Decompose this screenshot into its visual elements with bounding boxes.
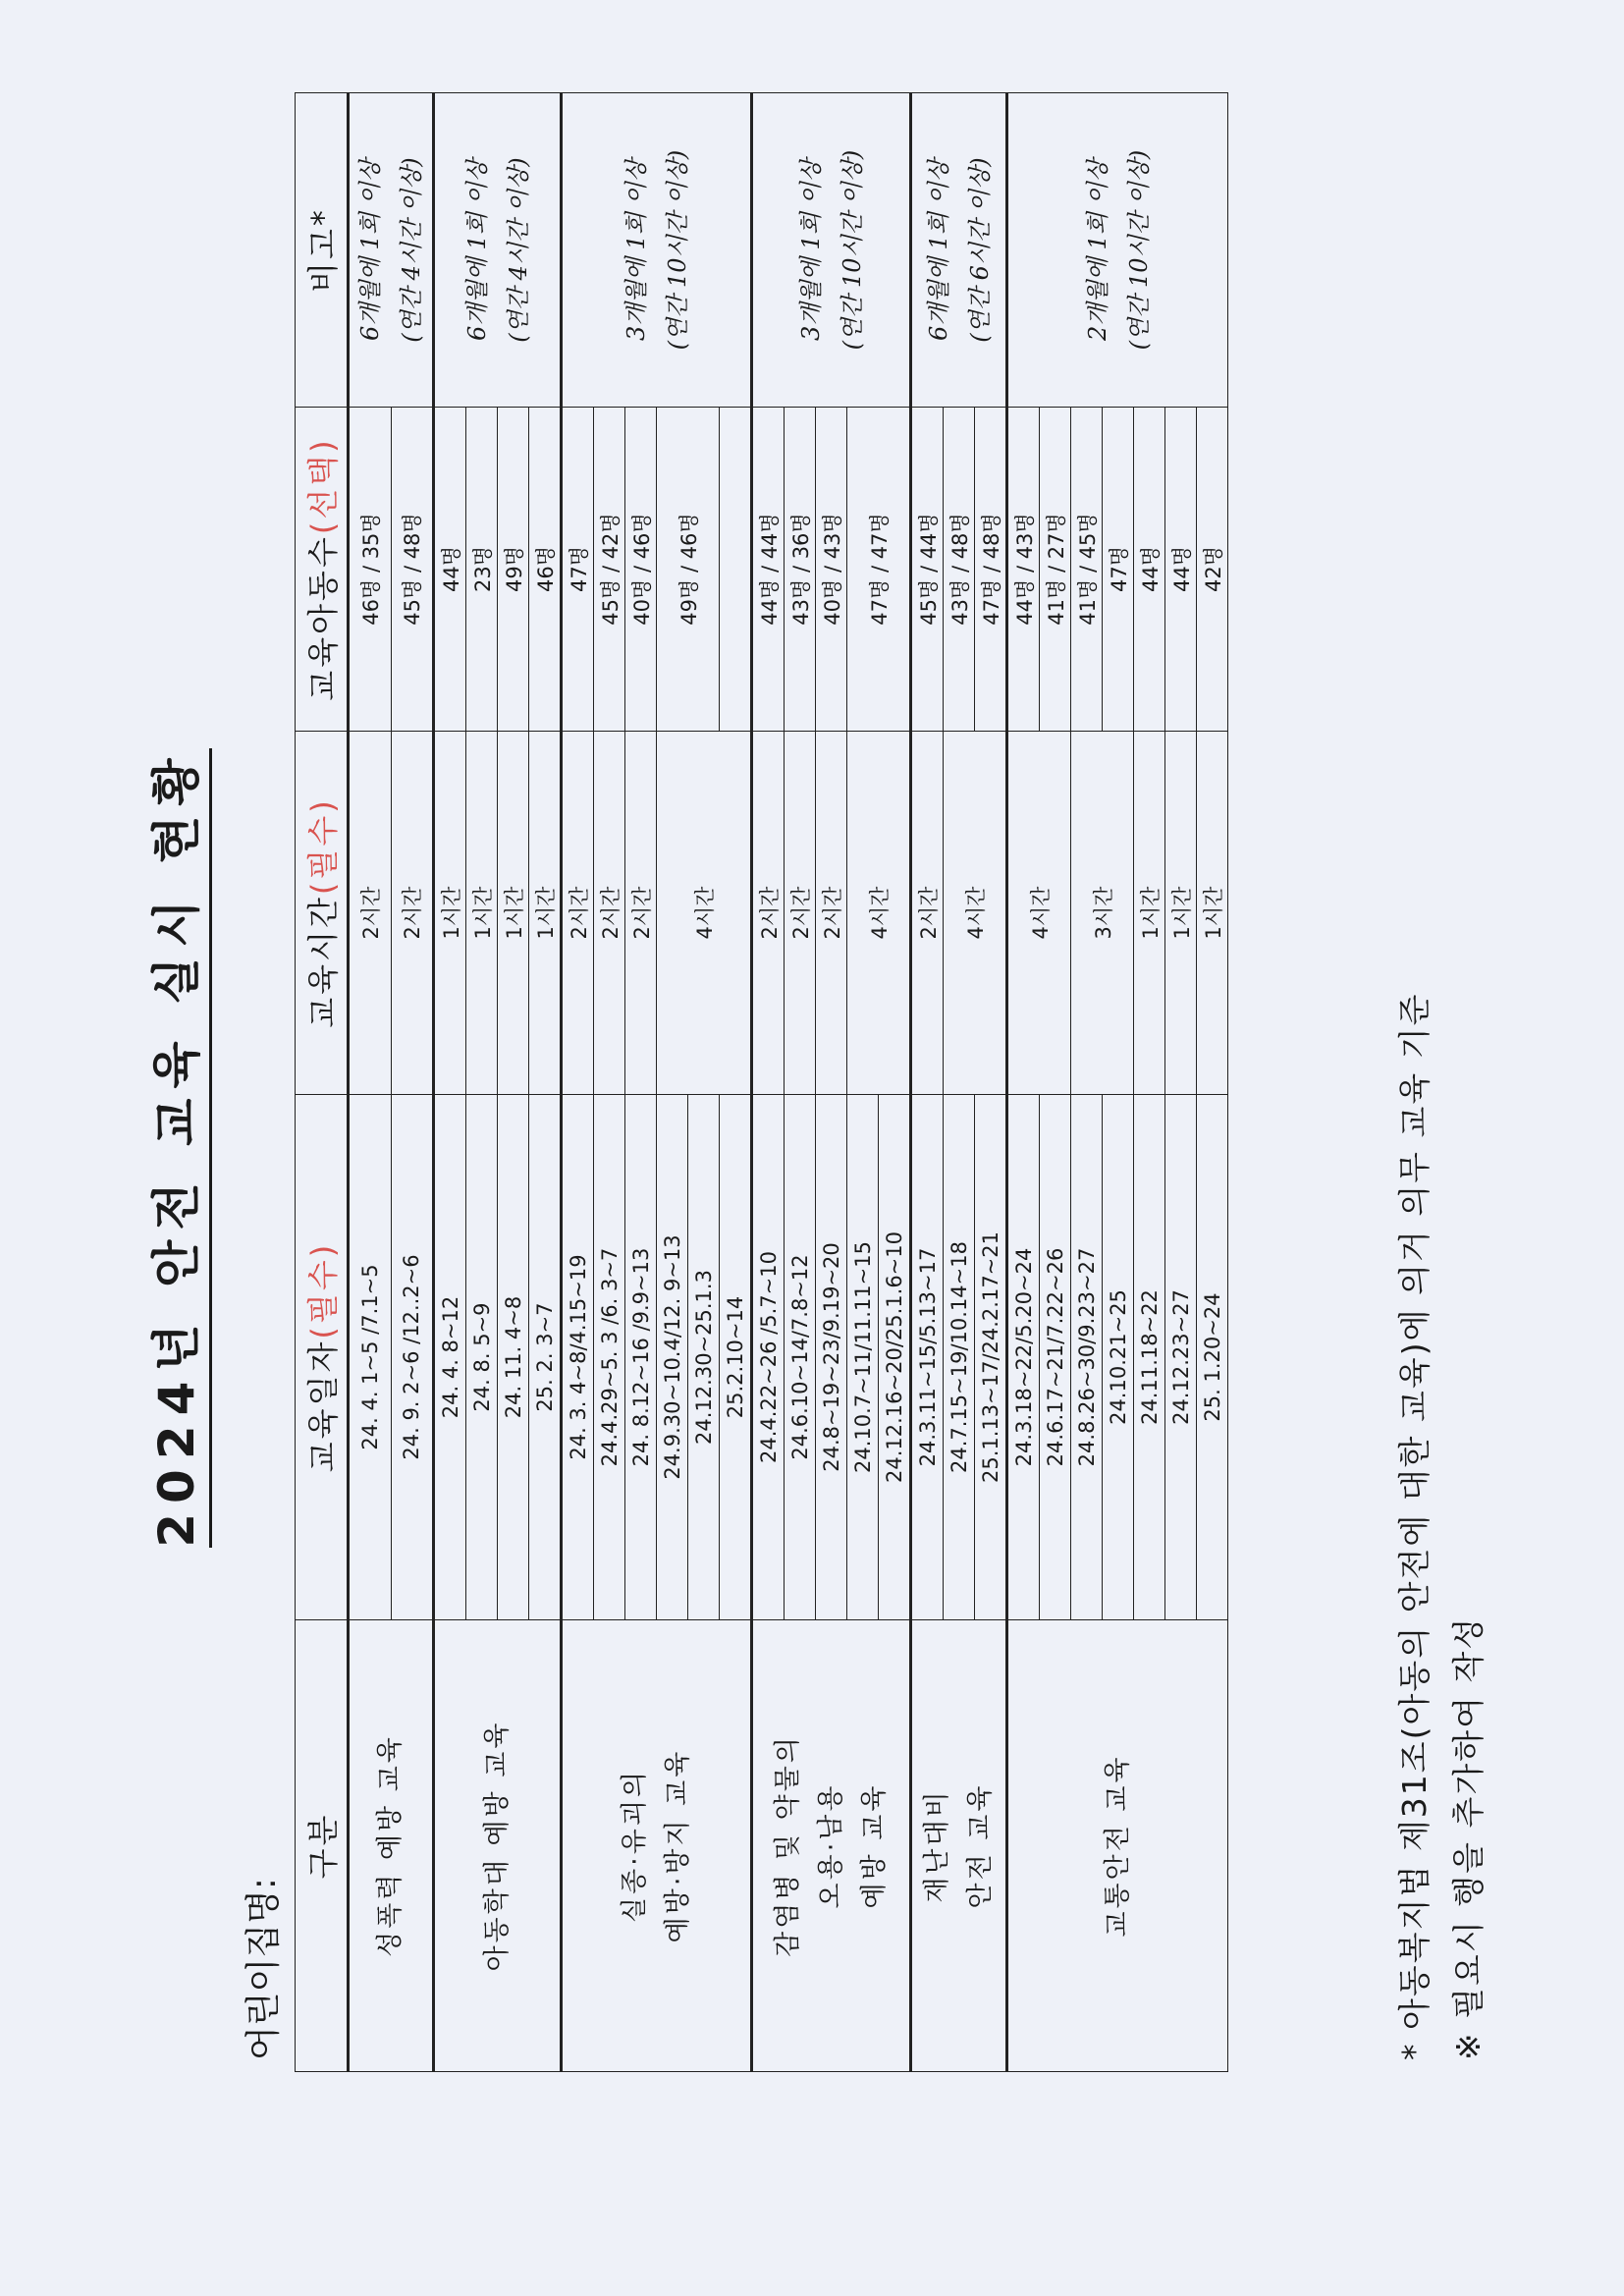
category-line: 예방 교육 xyxy=(858,1782,890,1909)
date-cell: 25.2.10~14 xyxy=(720,1095,752,1620)
note-cell xyxy=(562,93,752,408)
date-cell: 24.7.15~19/10.14~18 xyxy=(944,1095,975,1620)
date-cell: 24.11.18~22 xyxy=(1134,1095,1165,1620)
date-cell: 24.6.10~14/7.8~12 xyxy=(785,1095,816,1620)
hours-cell: 3시간 xyxy=(1071,732,1134,1095)
hours-cell: 2시간 xyxy=(625,732,657,1095)
date-cell: 24.4.29~5. 3 /6. 3~7 xyxy=(594,1095,625,1620)
date-cell: 25.1.13~17/24.2.17~21 xyxy=(975,1095,1007,1620)
count-cell: 40명 / 43명 xyxy=(816,408,847,732)
note-cell xyxy=(349,93,434,408)
note-cell xyxy=(911,93,1007,408)
category-cell xyxy=(1007,1620,1228,2072)
category-line: 안전 교육 xyxy=(964,1782,996,1909)
date-cell: 24. 8.12~16 /9.9~13 xyxy=(625,1095,657,1620)
date-cell: 24.10.7~11/11.11~15 xyxy=(847,1095,879,1620)
table-row xyxy=(911,93,944,2072)
page-title: 2024년 안전 교육 실시 현황 xyxy=(137,0,208,2296)
table-row xyxy=(752,93,785,2072)
date-cell: 24. 9. 2~6 /12..2~6 xyxy=(391,1095,434,1620)
note-line: (연간 4시간 이상) xyxy=(398,157,425,343)
date-cell: 24.4.22~26 /5.7~10 xyxy=(752,1095,785,1620)
hours-cell: 1시간 xyxy=(529,732,562,1095)
hours-cell: 1시간 xyxy=(1165,732,1197,1095)
count-cell: 45명 / 42명 xyxy=(594,408,625,732)
header-category: 구분 xyxy=(296,1620,349,2072)
date-cell: 24.12.16~20/25.1.6~10 xyxy=(879,1095,911,1620)
hours-cell: 2시간 xyxy=(911,732,944,1095)
hours-cell: 1시간 xyxy=(434,732,466,1095)
category-line: 예방·방지 교육 xyxy=(662,1748,693,1943)
note-line: (연간 10시간 이상) xyxy=(838,149,866,351)
category-line: 아동학대 예방 교육 xyxy=(481,1720,513,1972)
footnote-legal-basis: * 아동복지법 제31조(아동의 안전에 대한 교육)에 의거 의무 교육 기준 xyxy=(1395,992,1434,2060)
category-line: 재난대비 xyxy=(921,1788,952,1903)
hours-cell: 2시간 xyxy=(816,732,847,1095)
header-note: 비고* xyxy=(296,93,349,408)
count-cell: 49명 xyxy=(498,408,529,732)
category-line: 감염병 및 약물의 xyxy=(772,1734,803,1957)
date-cell: 25. 2. 3~7 xyxy=(529,1095,562,1620)
count-cell: 43명 / 36명 xyxy=(785,408,816,732)
category-cell xyxy=(562,1620,752,2072)
count-cell: 23명 xyxy=(466,408,498,732)
date-cell: 24. 3. 4~8/4.15~19 xyxy=(562,1095,594,1620)
hours-cell: 1시간 xyxy=(1197,732,1228,1095)
category-cell xyxy=(752,1620,911,2072)
safety-education-table xyxy=(295,92,1228,2072)
table-row xyxy=(349,93,392,2072)
date-cell: 24.6.17~21/7.22~26 xyxy=(1040,1095,1071,1620)
category-cell xyxy=(349,1620,434,2072)
footnote-add-rows: ※ 필요시 행을 추가하여 작성 xyxy=(1449,1615,1488,2060)
hours-cell: 2시간 xyxy=(391,732,434,1095)
date-cell: 24. 4. 8~12 xyxy=(434,1095,466,1620)
category-cell xyxy=(434,1620,562,2072)
date-cell: 24.8.26~30/9.23~27 xyxy=(1071,1095,1103,1620)
date-cell: 24.8~19~23/9.19~20 xyxy=(816,1095,847,1620)
note-cell xyxy=(434,93,562,408)
count-cell: 47명 xyxy=(1103,408,1134,732)
count-cell: 44명 xyxy=(1134,408,1165,732)
hours-cell: 4시간 xyxy=(944,732,1007,1095)
note-line: 3개월에 1회 이상 xyxy=(622,159,650,341)
hours-cell: 1시간 xyxy=(498,732,529,1095)
category-line: 실종·유괴의 xyxy=(619,1769,650,1923)
count-cell: 46명 / 35명 xyxy=(349,408,392,732)
note-cell xyxy=(1007,93,1228,408)
note-line: 6개월에 1회 이상 xyxy=(924,159,952,341)
note-line: (연간 4시간 이상) xyxy=(504,157,532,343)
category-cell xyxy=(911,1620,1007,2072)
count-cell: 44명 / 43명 xyxy=(1007,408,1040,732)
count-cell xyxy=(720,408,752,732)
header-date: 교육일자(필수) xyxy=(296,1095,349,1620)
hours-cell: 2시간 xyxy=(752,732,785,1095)
date-cell: 24.3.11~15/5.13~17 xyxy=(911,1095,944,1620)
category-line: 교통안전 교육 xyxy=(1102,1754,1133,1938)
date-cell: 24.10.21~25 xyxy=(1103,1095,1134,1620)
date-cell: 24. 8. 5~9 xyxy=(466,1095,498,1620)
hours-cell: 2시간 xyxy=(349,732,392,1095)
count-cell: 45명 / 44명 xyxy=(911,408,944,732)
hours-cell: 4시간 xyxy=(847,732,911,1095)
hours-cell: 2시간 xyxy=(562,732,594,1095)
count-cell: 47명 xyxy=(562,408,594,732)
table-row xyxy=(1007,93,1040,2072)
note-cell xyxy=(752,93,911,408)
hours-cell: 1시간 xyxy=(1134,732,1165,1095)
header-count: 교육아동수(선택) xyxy=(296,408,349,732)
table-row xyxy=(562,93,594,2072)
note-line: (연간 10시간 이상) xyxy=(663,149,691,351)
date-cell: 24. 4. 1~5 /7.1~5 xyxy=(349,1095,392,1620)
date-cell: 24. 11. 4~8 xyxy=(498,1095,529,1620)
hours-cell: 2시간 xyxy=(785,732,816,1095)
date-cell: 24.9.30~10.4/12. 9~13 xyxy=(657,1095,688,1620)
date-cell: 24.3.18~22/5.20~24 xyxy=(1007,1095,1040,1620)
count-cell: 44명 xyxy=(1165,408,1197,732)
note-line: 3개월에 1회 이상 xyxy=(796,159,825,341)
header-row xyxy=(296,93,349,2072)
count-cell: 47명 / 48명 xyxy=(975,408,1007,732)
note-line: 6개월에 1회 이상 xyxy=(356,159,384,341)
count-cell: 41명 / 45명 xyxy=(1071,408,1103,732)
count-cell: 43명 / 48명 xyxy=(944,408,975,732)
note-line: (연간 6시간 이상) xyxy=(965,157,994,343)
hours-cell: 2시간 xyxy=(594,732,625,1095)
count-cell: 46명 xyxy=(529,408,562,732)
category-line: 성폭력 예방 교육 xyxy=(375,1734,406,1957)
count-cell: 44명 xyxy=(434,408,466,732)
hours-cell: 4시간 xyxy=(657,732,752,1095)
note-line: 2개월에 1회 이상 xyxy=(1083,159,1111,341)
count-cell: 40명 / 46명 xyxy=(625,408,657,732)
table-row xyxy=(434,93,466,2072)
hours-cell: 1시간 xyxy=(466,732,498,1095)
hours-cell: 4시간 xyxy=(1007,732,1071,1095)
count-cell: 42명 xyxy=(1197,408,1228,732)
count-cell: 45명 / 48명 xyxy=(391,408,434,732)
table-body xyxy=(349,93,1228,2072)
daycare-name-label: 어린이집명: xyxy=(244,1877,284,2060)
count-cell: 41명 / 27명 xyxy=(1040,408,1071,732)
count-cell: 47명 / 47명 xyxy=(847,408,911,732)
date-cell: 25. 1.20~24 xyxy=(1197,1095,1228,1620)
category-line: 오용·남용 xyxy=(815,1782,846,1909)
header-hours: 교육시간(필수) xyxy=(296,732,349,1095)
count-cell: 49명 / 46명 xyxy=(657,408,720,732)
note-line: 6개월에 1회 이상 xyxy=(462,159,491,341)
count-cell: 44명 / 44명 xyxy=(752,408,785,732)
date-cell: 24.12.30~25.1.3 xyxy=(688,1095,720,1620)
note-line: (연간 10시간 이상) xyxy=(1124,149,1153,351)
date-cell: 24.12.23~27 xyxy=(1165,1095,1197,1620)
